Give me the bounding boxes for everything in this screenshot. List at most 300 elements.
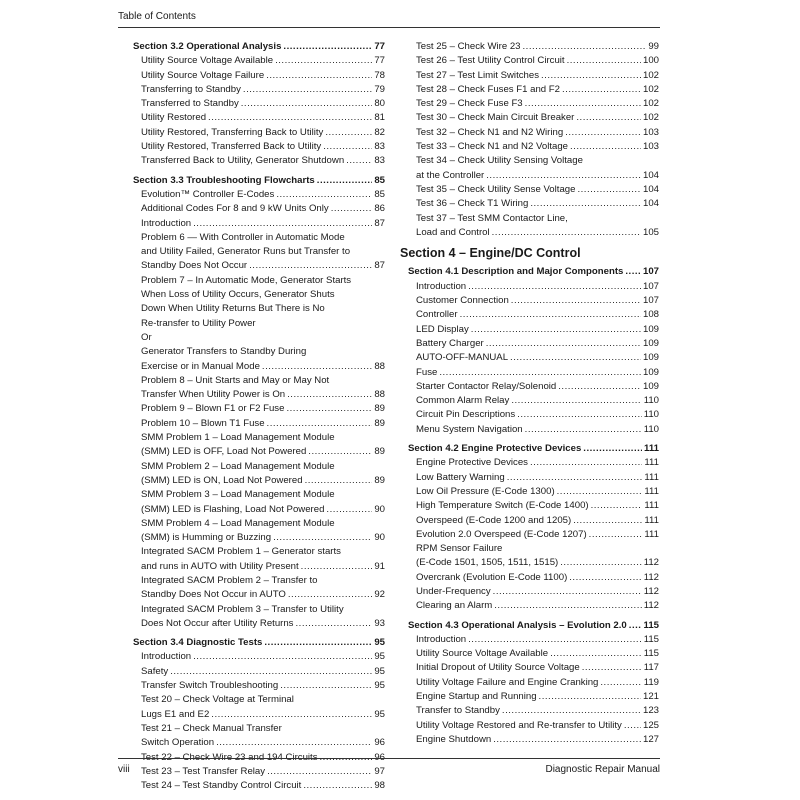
dot-leader	[305, 474, 373, 488]
toc-entry-text: SMM Problem 2 – Load Management Module	[141, 460, 335, 472]
toc-left-column	[133, 40, 385, 793]
toc-entry-line	[416, 280, 659, 294]
toc-entry-text: Switch Operation	[141, 737, 215, 749]
dot-leader	[486, 337, 641, 351]
toc-entry-line	[416, 456, 659, 470]
toc-entry[interactable]	[408, 154, 659, 183]
toc-entry-text: Generator Transfers to Standby During	[141, 346, 307, 358]
toc-entry-line	[141, 245, 385, 259]
toc-entry-text: Overcrank (Evolution E-Code 1100)	[416, 571, 568, 583]
dot-leader	[303, 779, 372, 793]
toc-page-number: 79	[374, 83, 385, 95]
dot-leader	[211, 708, 372, 722]
toc-entry-line	[416, 704, 659, 718]
toc-entry-text: Test 26 – Test Utility Control Circuit	[416, 55, 565, 67]
toc-entry[interactable]	[408, 542, 659, 571]
chapter-title: Section 4 – Engine/DC Control	[400, 246, 581, 261]
toc-entry-line	[141, 83, 385, 97]
toc-entry[interactable]	[408, 140, 659, 154]
toc-entry[interactable]	[408, 308, 659, 322]
dot-leader	[511, 294, 641, 308]
toc-entry[interactable]	[133, 231, 385, 274]
dot-leader	[510, 351, 641, 365]
toc-entry-line	[416, 633, 659, 647]
toc-entry[interactable]	[133, 693, 385, 722]
toc-entry-text: Engine Startup and Running	[416, 691, 537, 703]
toc-entry[interactable]	[133, 517, 385, 546]
toc-entry-line	[416, 294, 659, 308]
toc-entry[interactable]	[133, 765, 385, 779]
toc-page-number: 89	[374, 474, 385, 486]
dot-leader	[193, 217, 372, 231]
toc-entry-line	[416, 423, 659, 437]
toc-entry-text: Low Oil Pressure (E-Code 1300)	[416, 485, 555, 497]
toc-entry-text: Standby Does Not Occur	[141, 260, 248, 272]
dot-leader	[494, 599, 641, 613]
toc-entry-line	[141, 388, 385, 402]
toc-entry[interactable]	[133, 665, 385, 679]
toc-page-number: 90	[374, 503, 385, 515]
toc-entry-line	[141, 69, 385, 83]
dot-leader	[276, 188, 372, 202]
toc-entry[interactable]	[133, 779, 385, 793]
dot-leader	[216, 736, 372, 750]
dot-leader	[273, 531, 372, 545]
toc-entry-line	[141, 722, 385, 736]
toc-entry[interactable]	[408, 69, 659, 83]
toc-page-number: 102	[642, 98, 659, 110]
toc-entry[interactable]	[133, 111, 385, 125]
footer-rule	[118, 758, 660, 759]
toc-page-number: 98	[374, 780, 385, 792]
toc-entry-text: Overspeed (E-Code 1200 and 1205)	[416, 514, 572, 526]
toc-page-number: 111	[644, 485, 659, 497]
toc-entry-text: High Temperature Switch (E-Code 1400)	[416, 500, 589, 512]
toc-entry[interactable]	[408, 97, 659, 111]
toc-entry[interactable]	[408, 499, 659, 513]
toc-page-number: 111	[644, 471, 659, 483]
toc-entry[interactable]	[133, 679, 385, 693]
toc-page-number: 104	[642, 169, 659, 181]
toc-page-number: 107	[642, 295, 659, 307]
dot-leader	[600, 676, 641, 690]
dot-leader	[493, 585, 642, 599]
toc-entry-text: Integrated SACM Problem 1 – Generator starts	[141, 546, 341, 558]
toc-entry-text: and runs in AUTO with Utility Present	[141, 560, 299, 572]
toc-entry[interactable]	[408, 83, 659, 97]
toc-entry-line	[416, 154, 659, 168]
dot-leader	[280, 679, 372, 693]
toc-entry-text: Test 33 – Check N1 and N2 Voltage	[416, 141, 568, 153]
toc-page-number: 91	[374, 560, 385, 572]
toc-entry[interactable]	[133, 83, 385, 97]
toc-page-number: 109	[642, 337, 659, 349]
toc-entry[interactable]	[408, 323, 659, 337]
toc-entry[interactable]	[133, 722, 385, 751]
toc-entry[interactable]	[408, 280, 659, 294]
toc-entry-line	[141, 345, 385, 359]
toc-entry[interactable]	[133, 603, 385, 632]
toc-entry-text: (E-Code 1501, 1505, 1511, 1515)	[416, 557, 559, 569]
toc-entry[interactable]	[408, 294, 659, 308]
toc-entry[interactable]	[133, 69, 385, 83]
toc-right-column	[400, 40, 659, 747]
toc-entry[interactable]	[133, 460, 385, 489]
toc-entry[interactable]	[408, 528, 659, 542]
toc-entry[interactable]	[408, 571, 659, 585]
toc-entry-text: Fuse	[416, 366, 438, 378]
toc-entry-text: Down When Utility Returns But There is No	[141, 303, 325, 315]
toc-page-number: 87	[374, 217, 385, 229]
toc-entry[interactable]	[408, 423, 659, 437]
toc-entry-line	[416, 485, 659, 499]
toc-entry-text: Utility Restored, Transferring Back to Utility	[141, 126, 324, 138]
toc-entry[interactable]	[408, 676, 659, 690]
toc-entry-text: Test 25 – Check Wire 23	[416, 41, 521, 52]
dot-leader	[267, 417, 373, 431]
dot-leader	[530, 197, 641, 211]
dot-leader	[558, 380, 641, 394]
toc-entry-line	[416, 499, 659, 513]
toc-entry[interactable]	[133, 650, 385, 664]
dot-leader	[583, 442, 642, 456]
toc-entry-line	[141, 126, 385, 140]
toc-entry-line	[141, 736, 385, 750]
toc-entry[interactable]	[408, 585, 659, 599]
dot-leader	[493, 733, 641, 747]
footer-manual-title: Diagnostic Repair Manual	[545, 764, 660, 775]
toc-entry[interactable]	[408, 471, 659, 485]
toc-page-number: 86	[374, 203, 385, 215]
toc-entry-text: Test 27 – Test Limit Switches	[416, 69, 539, 81]
header-rule	[118, 27, 660, 28]
toc-entry-text: Additional Codes For 8 and 9 kW Units Only	[141, 203, 329, 215]
toc-entry-line	[416, 40, 659, 54]
toc-entry-text: Section 4.3 Operational Analysis – Evolution 2.0	[408, 619, 627, 631]
toc-entry-line	[141, 402, 385, 416]
toc-page-number: 102	[642, 112, 659, 124]
toc-entry[interactable]	[408, 183, 659, 197]
toc-section[interactable]	[133, 636, 385, 650]
dot-leader	[541, 69, 641, 83]
toc-page-number: 103	[642, 126, 659, 138]
dot-leader	[460, 308, 641, 322]
toc-entry-text: Safety	[141, 665, 169, 677]
toc-entry[interactable]	[133, 374, 385, 403]
dot-leader	[625, 265, 641, 279]
toc-section[interactable]	[408, 265, 659, 279]
toc-entry[interactable]	[408, 456, 659, 470]
dot-leader	[193, 650, 372, 664]
dot-leader	[502, 704, 641, 718]
toc-entry-text: Utility Restored	[141, 112, 207, 124]
toc-entry[interactable]	[408, 719, 659, 733]
toc-entry-text: Initial Dropout of Utility Source Voltage	[416, 662, 580, 674]
toc-entry-line	[141, 574, 385, 588]
toc-entry-line	[416, 571, 659, 585]
toc-entry[interactable]	[408, 366, 659, 380]
toc-entry-line	[416, 585, 659, 599]
toc-entry-text: Lugs E1 and E2	[141, 708, 210, 720]
toc-page-number: 111	[644, 457, 659, 469]
toc-entry[interactable]	[133, 217, 385, 231]
toc-entry-text: Introduction	[141, 651, 192, 663]
toc-page-number: 90	[374, 532, 385, 544]
toc-entry-text: Controller	[416, 309, 458, 321]
toc-entry[interactable]	[133, 126, 385, 140]
toc-entry-text: Standby Does Not Occur in AUTO	[141, 589, 286, 601]
toc-entry-line	[141, 588, 385, 602]
dot-leader	[262, 360, 372, 374]
toc-entry-line	[141, 417, 385, 431]
toc-page-number: 108	[642, 309, 659, 321]
toc-entry-line	[141, 679, 385, 693]
toc-entry-line	[141, 231, 385, 245]
toc-page-number: 117	[643, 662, 659, 674]
toc-entry-line	[416, 337, 659, 351]
toc-entry-text: LED Display	[416, 323, 469, 335]
toc-entry-text: Utility Source Voltage Available	[416, 648, 549, 660]
toc-entry-line	[416, 556, 659, 570]
toc-entry-line	[416, 676, 659, 690]
toc-entry-line	[141, 431, 385, 445]
toc-entry[interactable]	[133, 140, 385, 154]
toc-entry-line	[141, 503, 385, 517]
toc-entry-line	[141, 274, 385, 288]
toc-entry-line	[416, 542, 659, 556]
toc-entry-line	[416, 528, 659, 542]
toc-entry-line	[141, 154, 385, 168]
toc-entry[interactable]	[408, 733, 659, 747]
dot-leader	[471, 323, 641, 337]
toc-section[interactable]	[133, 40, 385, 54]
toc-entry[interactable]	[133, 202, 385, 216]
toc-page-number: 78	[374, 69, 385, 81]
toc-page-number: 110	[643, 423, 659, 435]
toc-entry-line	[416, 226, 659, 240]
toc-entry-line	[141, 331, 385, 345]
toc-page-number: 92	[374, 589, 385, 601]
toc-entry[interactable]	[408, 380, 659, 394]
dot-leader	[323, 140, 372, 154]
toc-entry-text: Section 3.4 Diagnostic Tests	[133, 637, 263, 649]
dot-leader	[507, 471, 643, 485]
dot-leader	[249, 259, 372, 273]
toc-page-number: 96	[374, 737, 385, 749]
toc-entry[interactable]	[408, 704, 659, 718]
toc-entry-text: RPM Sensor Failure	[416, 543, 503, 555]
toc-entry-text: Transfer When Utility Power is On	[141, 389, 286, 401]
toc-entry-text: Test 21 – Check Manual Transfer	[141, 722, 282, 734]
dot-leader	[589, 528, 643, 542]
toc-page-number: 89	[374, 403, 385, 415]
toc-entry-line	[141, 54, 385, 68]
toc-entry[interactable]	[133, 488, 385, 517]
toc-entry-text: Test 34 – Check Utility Sensing Voltage	[416, 155, 583, 167]
toc-page-number: 107	[642, 266, 659, 278]
dot-leader	[624, 719, 641, 733]
toc-entry[interactable]	[408, 633, 659, 647]
toc-entry[interactable]	[133, 154, 385, 168]
toc-entry-text: Test 35 – Check Utility Sense Voltage	[416, 183, 576, 195]
toc-entry[interactable]	[408, 40, 659, 54]
toc-entry[interactable]	[408, 485, 659, 499]
dot-leader	[295, 617, 372, 631]
dot-leader	[288, 588, 372, 602]
dot-leader	[346, 154, 372, 168]
toc-entry-text: Under-Frequency	[416, 585, 491, 597]
dot-leader	[550, 647, 642, 661]
toc-entry-text: Utility Voltage Restored and Re-transfer to Utility	[416, 719, 622, 731]
toc-entry[interactable]	[133, 545, 385, 574]
toc-entry-line	[416, 169, 659, 183]
toc-section[interactable]	[133, 174, 385, 188]
toc-entry[interactable]	[133, 431, 385, 460]
toc-entry[interactable]	[408, 408, 659, 422]
toc-page-number: 77	[374, 55, 385, 67]
toc-page-number: 87	[374, 260, 385, 272]
toc-entry[interactable]	[408, 337, 659, 351]
toc-entry-line	[416, 197, 659, 211]
toc-entry-text: Starter Contactor Relay/Solenoid	[416, 380, 557, 392]
toc-entry-text: Section 3.2 Operational Analysis	[133, 41, 282, 52]
toc-page-number: 109	[642, 366, 659, 378]
dot-leader	[569, 571, 641, 585]
header-title: Table of Contents	[118, 11, 196, 22]
toc-page-number: 102	[642, 69, 659, 81]
toc-entry-line	[416, 599, 659, 613]
toc-entry-line	[408, 442, 659, 456]
toc-entry-text: Test 28 – Check Fuses F1 and F2	[416, 83, 560, 95]
toc-entry[interactable]	[408, 351, 659, 365]
footer-page-number: viii	[118, 764, 130, 775]
dot-leader	[286, 402, 372, 416]
toc-entry-line	[141, 140, 385, 154]
toc-entry[interactable]	[133, 97, 385, 111]
dot-leader	[439, 366, 641, 380]
toc-page-number: 83	[374, 155, 385, 167]
toc-page-number: 80	[374, 98, 385, 110]
dot-leader	[266, 69, 372, 83]
toc-page-number: 83	[374, 141, 385, 153]
dot-leader	[523, 40, 647, 54]
toc-entry-line	[416, 733, 659, 747]
dot-leader	[492, 226, 641, 240]
toc-entry[interactable]	[408, 197, 659, 211]
toc-page-number: 103	[642, 141, 659, 153]
toc-entry-line	[141, 517, 385, 531]
toc-page-number: 95	[374, 651, 385, 663]
toc-entry-line	[408, 265, 659, 279]
toc-entry-text: Battery Charger	[416, 337, 484, 349]
toc-entry-line	[416, 366, 659, 380]
dot-leader	[576, 111, 641, 125]
toc-entry-text: Transfer Switch Troubleshooting	[141, 680, 279, 692]
toc-page-number: 105	[642, 226, 659, 238]
dot-leader	[283, 40, 372, 54]
toc-page-number: 100	[642, 55, 659, 67]
toc-entry-text: (SMM) LED is OFF, Load Not Powered	[141, 446, 307, 458]
toc-entry-line	[141, 97, 385, 111]
toc-page-number: 111	[644, 514, 659, 526]
toc-entry-line	[141, 560, 385, 574]
toc-page-number: 110	[643, 409, 659, 421]
toc-entry-text: Low Battery Warning	[416, 471, 505, 483]
toc-page-number: 88	[374, 389, 385, 401]
toc-entry-text: and Utility Failed, Generator Runs but Transfer to	[141, 246, 351, 258]
toc-entry[interactable]	[133, 574, 385, 603]
toc-entry-line	[141, 460, 385, 474]
toc-entry-line	[416, 647, 659, 661]
toc-entry[interactable]	[408, 599, 659, 613]
toc-entry-line	[141, 360, 385, 374]
toc-entry[interactable]	[408, 394, 659, 408]
toc-entry-line	[133, 174, 385, 188]
toc-page-number: 104	[642, 183, 659, 195]
toc-entry-line	[416, 394, 659, 408]
toc-entry-line	[141, 693, 385, 707]
toc-entry-line	[416, 471, 659, 485]
dot-leader	[530, 456, 642, 470]
toc-entry[interactable]	[133, 402, 385, 416]
toc-entry-text: Exercise or in Manual Mode	[141, 360, 260, 372]
toc-page-number: 125	[642, 719, 659, 731]
toc-entry[interactable]	[408, 514, 659, 528]
toc-page-number: 110	[643, 395, 659, 407]
toc-entry-text: Test 24 – Test Standby Control Circuit	[141, 780, 302, 792]
toc-entry[interactable]	[408, 111, 659, 125]
toc-entry-line	[141, 779, 385, 793]
toc-page-number: 123	[642, 705, 659, 717]
toc-entry-text: Introduction	[141, 217, 192, 229]
toc-page-number: 109	[642, 323, 659, 335]
toc-entry[interactable]	[133, 188, 385, 202]
toc-entry-text: Engine Shutdown	[416, 733, 492, 745]
toc-entry[interactable]	[408, 212, 659, 241]
toc-entry-line	[141, 288, 385, 302]
toc-entry-text: Test 23 – Test Transfer Relay	[141, 765, 266, 777]
dot-leader	[208, 111, 372, 125]
toc-entry-text: Common Alarm Relay	[416, 395, 510, 407]
toc-entry[interactable]	[408, 647, 659, 661]
toc-entry-line	[416, 126, 659, 140]
toc-page-number: 85	[374, 188, 385, 200]
toc-entry-line	[141, 474, 385, 488]
toc-entry-line	[141, 188, 385, 202]
toc-entry[interactable]	[133, 417, 385, 431]
toc-entry[interactable]	[408, 661, 659, 675]
toc-entry-text: Test 37 – Test SMM Contactor Line,	[416, 212, 568, 224]
toc-entry[interactable]	[408, 54, 659, 68]
toc-entry[interactable]	[133, 274, 385, 374]
toc-entry[interactable]	[133, 54, 385, 68]
toc-page-number: 89	[374, 446, 385, 458]
toc-entry-line	[141, 708, 385, 722]
toc-entry[interactable]	[408, 690, 659, 704]
toc-page-number: 112	[643, 600, 659, 612]
dot-leader	[170, 665, 372, 679]
toc-section[interactable]	[408, 442, 659, 456]
toc-entry-line	[141, 217, 385, 231]
dot-leader	[317, 174, 373, 188]
toc-entry-text: Utility Restored, Transferred Back to Utility	[141, 141, 322, 153]
toc-entry-text: Menu System Navigation	[416, 423, 523, 435]
toc-section[interactable]	[408, 619, 659, 633]
dot-leader	[629, 619, 642, 633]
toc-entry-text: Section 4.1 Description and Major Components	[408, 266, 624, 278]
toc-entry[interactable]	[408, 126, 659, 140]
toc-entry-line	[416, 97, 659, 111]
